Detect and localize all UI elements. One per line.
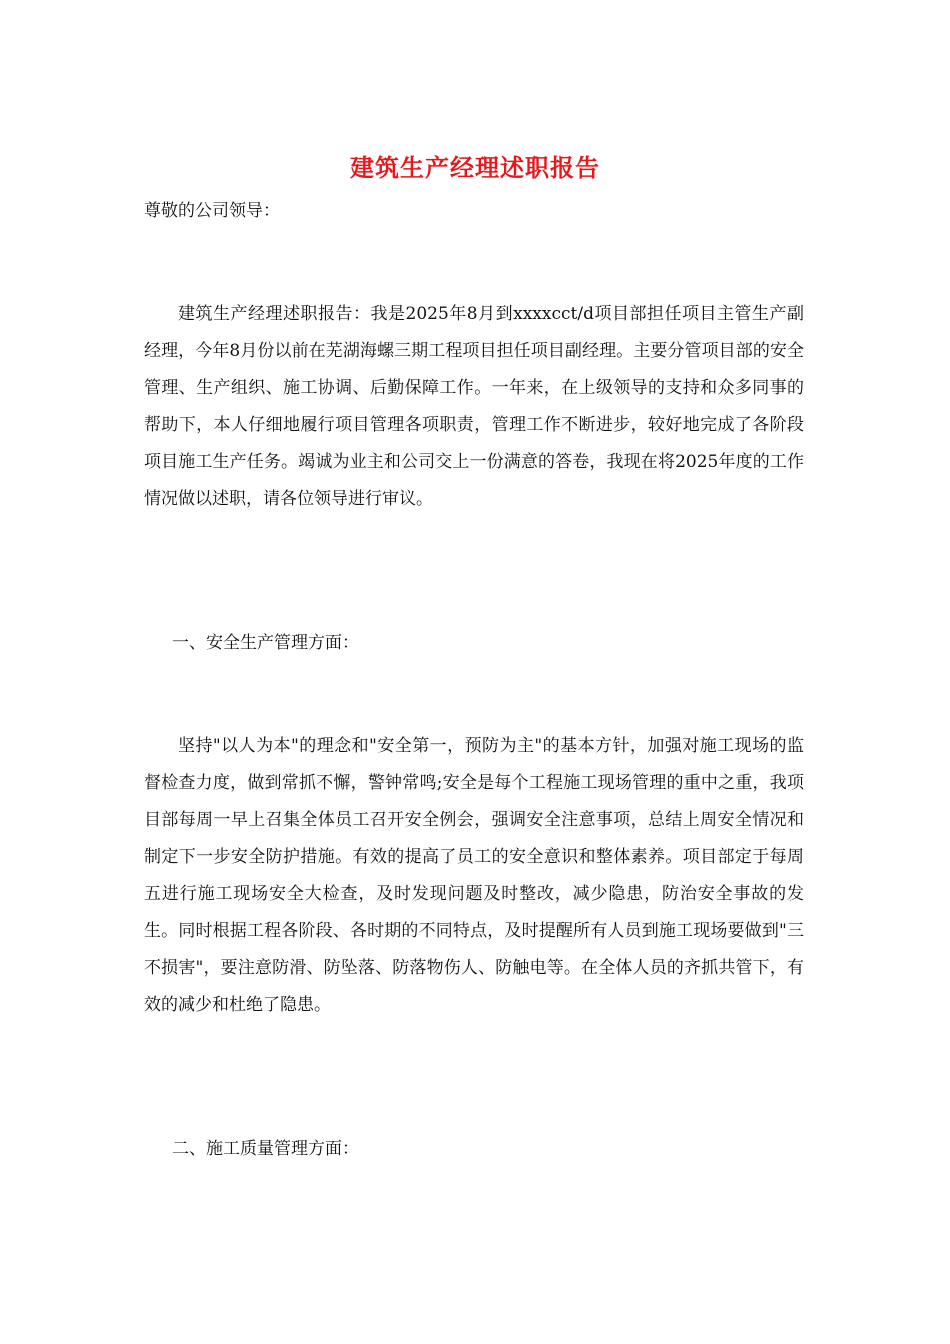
- document-title: 建筑生产经理述职报告: [350, 153, 600, 182]
- greeting: 尊敬的公司领导：: [144, 201, 280, 221]
- safety-paragraph: 坚持"以人为本"的理念和"安全第一，预防为主"的基本方针，加强对施工现场的监督检查力度，做到常抓不懈，警钟常鸣;安全是每个工程施工现场管理的重中之重，我项目部每周一早上召集全体员工召开安全例会，强调安全注意事项，总结上周安全情况和制定下一步安全防护措施。有效的提高了员工的安全意识和整体素养。项目部定于每周五进行施工现场安全大检查，及时发现问题及时整改，减少隐患，防治安全事故的发生。同时根据工程各阶段、各时期的不同特点，及时提醒所有人员到施工现场要做到"三不损害"，要注意防滑、防坠落、防落物伤人、防触电等。在全体人员的齐抓共管下，有效的减少和杜绝了隐患。: [144, 736, 804, 1015]
- section-heading-safety: 一、安全生产管理方面：: [172, 633, 359, 653]
- section-heading-quality: 二、施工质量管理方面：: [172, 1139, 359, 1159]
- intro-paragraph: 建筑生产经理述职报告：我是2025年8月到xxxxcct/d项目部担任项目主管生产副经理，今年8月份以前在芜湖海螺三期工程项目担任项目副经理。主要分管项目部的安全管理、生产组织、施工协调、后勤保障工作。一年来，在上级领导的支持和众多同事的帮助下，本人仔细地履行项目管理各项职责，管理工作不断进步，较好地完成了各阶段项目施工生产任务。竭诚为业主和公司交上一份满意的答卷，我现在将2025年度的工作情况做以述职，请各位领导进行审议。: [144, 304, 804, 509]
